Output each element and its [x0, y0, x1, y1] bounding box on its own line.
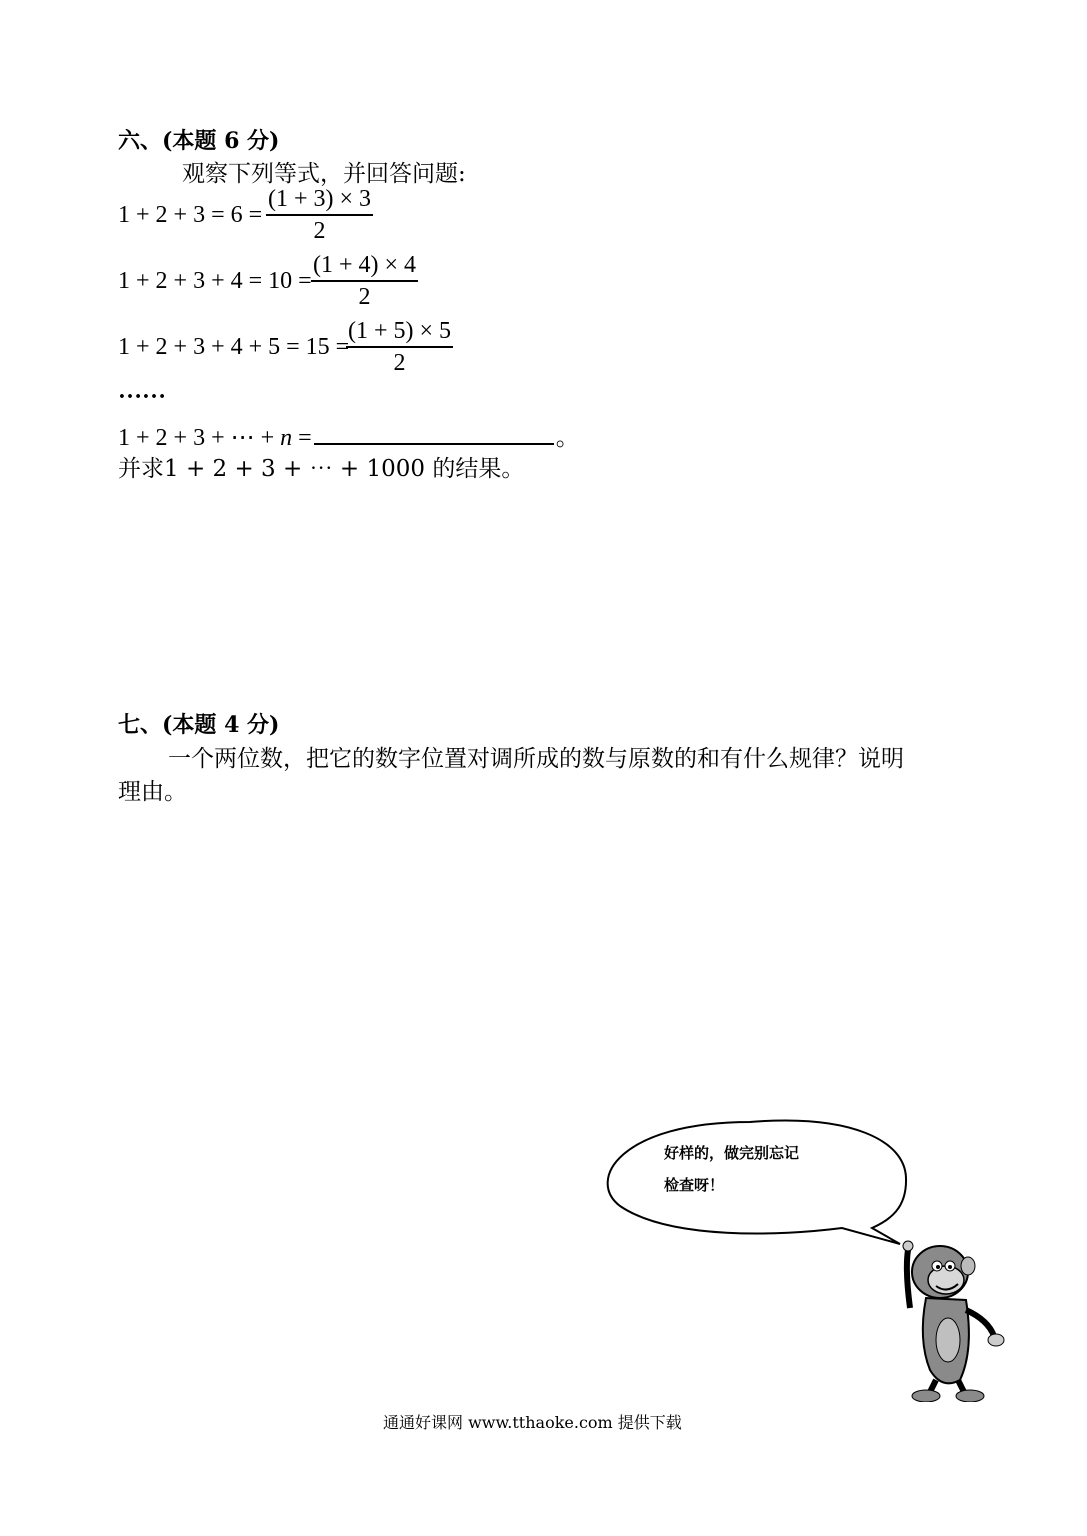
- section7-line2: 理由。: [118, 779, 187, 805]
- general-formula-prefix: 1 + 2 + 3 + ⋯ +: [118, 425, 281, 451]
- footer-source: 通通好课网 www.tthaoke.com 提供下载: [383, 1413, 682, 1432]
- equation-3-lhs: 1 + 2 + 3 + 4 + 5 = 15 =: [118, 334, 350, 360]
- ellipsis: ……: [118, 378, 166, 404]
- monkey-mascot-icon: [903, 1241, 1004, 1402]
- equation-2-denominator: 2: [358, 284, 371, 310]
- equation-3-fraction: [346, 318, 453, 378]
- general-formula: [118, 417, 580, 452]
- equation-1-denominator: 2: [313, 218, 326, 244]
- equation-3-denominator: 2: [393, 350, 406, 376]
- bubble-text-line1: 好样的，做完别忘记: [664, 1144, 800, 1162]
- section6-task: 并求1 + 2 + 3 + ⋯ + 1000 的结果。: [118, 456, 525, 482]
- equation-2-fraction: [311, 252, 418, 312]
- section7-heading: 七、(本题 4 分): [118, 712, 280, 738]
- speech-bubble-illustration: [600, 1112, 1020, 1402]
- equation-2-numerator: (1 + 4) × 4: [311, 252, 418, 282]
- section6-intro: 观察下列等式，并回答问题:: [182, 161, 466, 187]
- general-formula-variable: n: [280, 425, 293, 451]
- equation-1-lhs: 1 + 2 + 3 = 6 =: [118, 202, 263, 228]
- equation-2-lhs: 1 + 2 + 3 + 4 = 10 =: [118, 268, 312, 294]
- answer-blank[interactable]: [314, 425, 554, 445]
- general-formula-end: 。: [555, 425, 580, 451]
- equation-1-numerator: (1 + 3) × 3: [266, 186, 373, 216]
- general-formula-equals: =: [292, 425, 312, 451]
- bubble-text-line2: 检查呀！: [664, 1176, 725, 1194]
- speech-bubble: [608, 1121, 906, 1244]
- equation-3-numerator: (1 + 5) × 5: [346, 318, 453, 348]
- equation-1-fraction: [266, 186, 373, 246]
- section7-line1: 一个两位数，把它的数字位置对调所成的数与原数的和有什么规律？说明: [168, 746, 904, 772]
- section6-heading: 六、(本题 6 分): [118, 128, 280, 154]
